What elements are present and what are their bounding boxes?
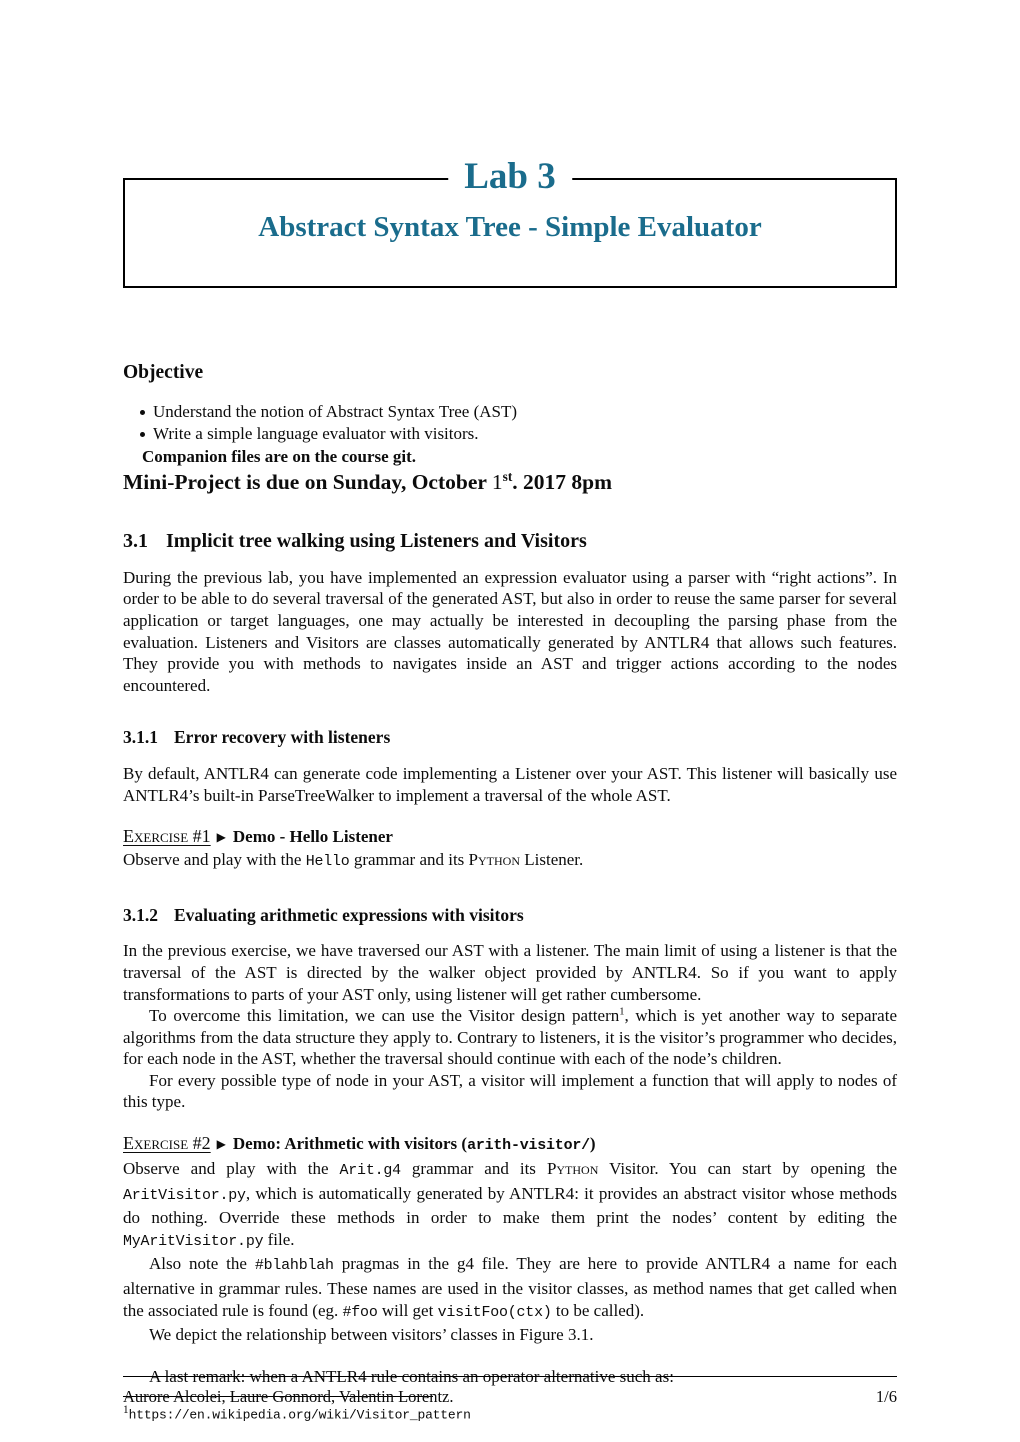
subsection-3-1-2-paragraph-3: For every possible type of node in your AST, a visitor will implement a function that will apply to nodes of this type. [123, 1070, 897, 1112]
exercise-2-paragraph-3: We depict the relationship between visitors’ classes in Figure 3.1. [149, 1325, 594, 1345]
companion-note: Companion files are on the course git. [142, 446, 417, 466]
exercise-2-paragraph-2: Also note the #blahblah pragmas in the g4 file. They are here to provide ANTLR4 a name for each alternative in grammar rules. These names are used in the visitor classes, as method names that get called when the associated rule is found (eg. #foo will get visitFoo(ctx) to be called). [123, 1254, 898, 1321]
exercise-1 [123, 825, 897, 874]
exercise-1-title: Demo - Hello Listener [232, 827, 393, 847]
subsection-title: Error recovery with listeners [174, 727, 391, 748]
objective-item [123, 401, 897, 423]
exercise-2-title: Demo: Arithmetic with visitors (arith-visitor/) [232, 1134, 596, 1155]
subsection-3-1-2-heading [123, 905, 897, 927]
exercise-2-paragraph-1: Observe and play with the Arit.g4 grammar and its Python Visitor. You can start by opening the AritVisitor.py, which is automatically generated by ANTLR4: it provides an abstract visitor whose methods do nothing. Override these methods in order to make them print the nodes’ content by editing the MyAritVisitor.py file. [123, 1159, 897, 1250]
subsection-3-1-2-paragraph-1: In the previous exercise, we have traversed our AST with a listener. The main limit of using a listener is that the traversal of the AST is directed by the walker object provided by ANTLR4. So if you want to apply transformations to parts of your AST only, using listener will get rather cumbersome. [123, 941, 897, 1004]
subsection-number: 3.1.2 [123, 904, 158, 925]
footnote-url-link[interactable]: https://en.wikipedia.org/wiki/Visitor_pattern [128, 1407, 471, 1423]
subsection-number: 3.1.1 [123, 727, 158, 748]
footer-authors: Aurore Alcolei, Laure Gonnord, Valentin Lorentz. [123, 1387, 454, 1406]
section-3-1-heading [123, 531, 897, 553]
exercise-2 [123, 1132, 897, 1387]
page-footer [123, 1376, 897, 1408]
objective-heading: Objective [123, 362, 204, 383]
exercise-2-header [123, 1132, 897, 1158]
objective-list [123, 401, 897, 445]
last-remark-paragraph: A last remark: when a ANTLR4 rule contains an operator alternative such as: [149, 1366, 674, 1386]
triangle-right-icon: ▶ [216, 830, 226, 845]
bullet-icon [140, 410, 145, 415]
section-title: Implicit tree walking using Listeners and Visitors [166, 530, 587, 553]
chapter-title: Abstract Syntax Tree - Simple Evaluator [258, 211, 762, 243]
chapter-header [123, 156, 897, 288]
subsection-3-1-2-paragraph-2: To overcome this limitation, we can use the Visitor design pattern$^1$, which is yet another way to separate algorithms from the data structure they apply to. Contrary to listeners, it is the visitor’s programmer who decides, for each node in the AST, whether the traversal should continue with each of the node’s children. [123, 1006, 897, 1069]
exercise-1-body: Observe and play with the Hello grammar and its Python Listener. [123, 850, 584, 871]
exercise-1-label: Exercise #1 [123, 826, 211, 847]
triangle-right-icon: ▶ [216, 1137, 226, 1152]
footnote-marker: 1 [123, 1404, 129, 1417]
page-content [123, 0, 897, 1425]
objective-item [123, 423, 897, 445]
footer-page-number: 1/6 [875, 1387, 897, 1406]
exercise-2-label: Exercise #2 [123, 1133, 211, 1154]
subsection-title: Evaluating arithmetic expressions with visitors [174, 904, 524, 925]
objective-item-text: Understand the notion of Abstract Syntax Tree (AST) [153, 401, 518, 421]
bullet-icon [140, 432, 145, 437]
deadline-line: Mini-Project is due on Sunday, October 1st. 2017 8pm [123, 469, 613, 495]
section-number: 3.1 [123, 530, 148, 553]
exercise-1-header [123, 825, 897, 849]
subsection-3-1-1-paragraph: By default, ANTLR4 can generate code implementing a Listener over your AST. This listener will basically use ANTLR4’s built-in ParseTreeWalker to implement a traversal of the whole AST. [123, 763, 897, 805]
subsection-3-1-1-heading [123, 727, 897, 749]
objective-item-text: Write a simple language evaluator with visitors. [153, 423, 479, 443]
chapter-number: Lab 3 [448, 157, 572, 197]
section-3-1-paragraph: During the previous lab, you have implemented an expression evaluator using a parser with “right actions”. In order to be able to do several traversal of the generated AST, but also in order to reuse the same parser for several application or target languages, one may actually be interested in decoupling the parsing phase from the evaluation. Listeners and Visitors are classes automatically generated by ANTLR4 that allows such features. They provide you with methods to navigates inside an AST and trigger actions according to the nodes encountered. [123, 567, 897, 695]
